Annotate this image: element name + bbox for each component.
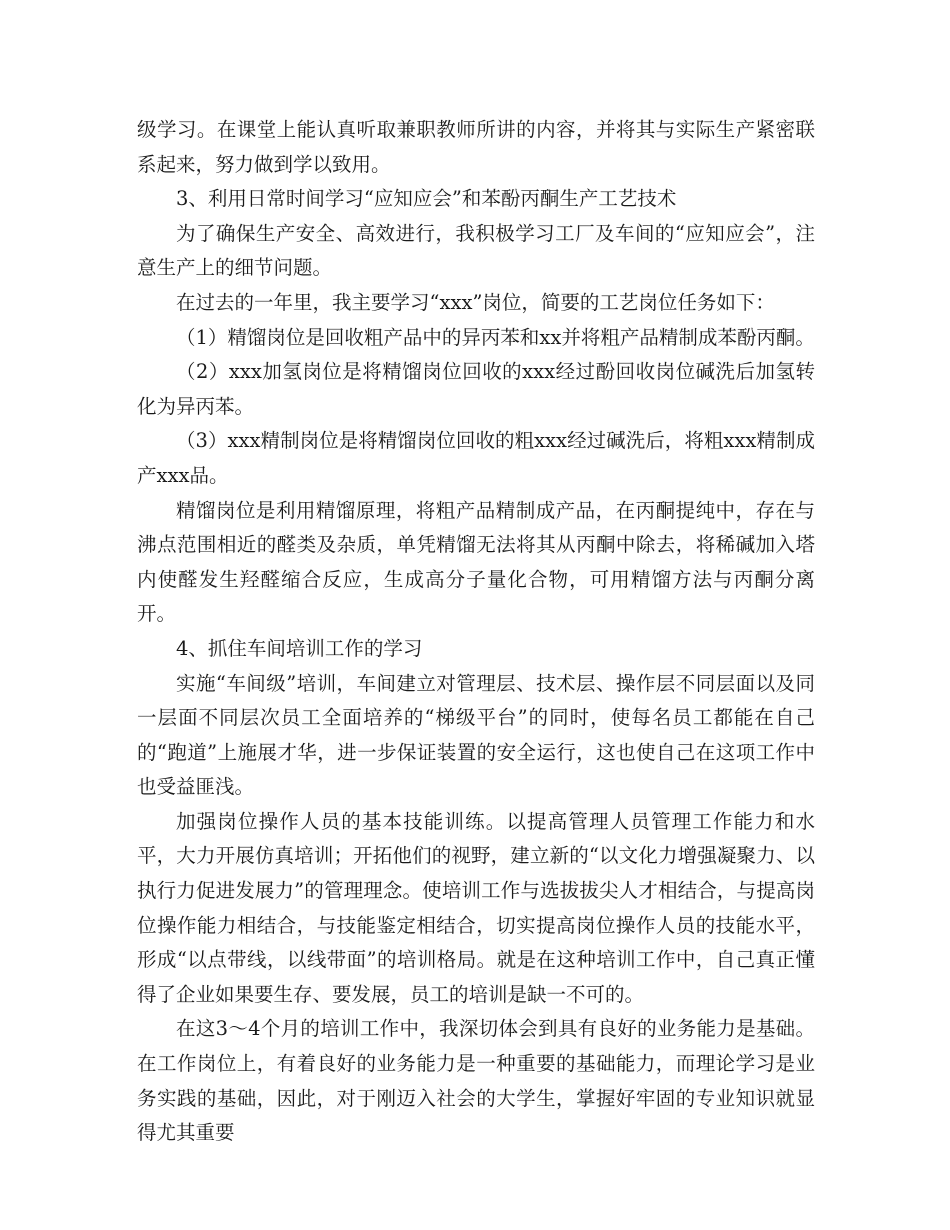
paragraph-skill-training: 加强岗位操作人员的基本技能训练。以提高管理人员管理工作能力和水平，大力开展仿真培训；开拓他们的视野，建立新的“以文化力增强凝聚力、以执行力促进发展力”的管理理念。使培训工作与选拔拔尖人才相结合，与提高岗位操作能力相结合，与技能鉴定相结合，切实提高岗位操作人员的技能水平，形成“以点带线，以线带面”的培训格局。就是在这种培训工作中，自己真正懂得了企业如果要生存、要发展，员工的培训是缺一不可的。	[137, 809, 815, 1006]
paragraph-distillation: 精馏岗位是利用精馏原理，将粗产品精制成产品，在丙酮提纯中，存在与沸点范围相近的醛类及杂质，单凭精馏无法将其从丙酮中除去，将稀碱加入塔内使醛发生羟醛缩合反应，生成高分子量化合物，可用精馏方法与丙酮分离开。	[137, 498, 815, 626]
section-heading-4: 4、抓住车间培训工作的学习	[176, 636, 423, 660]
list-item-3: （3）xxx精制岗位是将精馏岗位回收的粗xxx经过碱洗后，将粗xxx精制成产xxx品。	[137, 429, 815, 487]
section-heading-3: 3、利用日常时间学习“应知应会”和苯酚丙酮生产工艺技术	[176, 187, 677, 211]
paragraph-reflection: 在这3～4个月的培训工作中，我深切体会到具有良好的业务能力是基础。在工作岗位上，有着良好的业务能力是一种重要的基础能力，而理论学习是业务实践的基础，因此，对于刚迈入社会的大学生，掌握好牢固的专业知识就显得尤其重要	[137, 1017, 815, 1145]
paragraph-workshop-training: 实施“车间级”培训，车间建立对管理层、技术层、操作层不同层面以及同一层面不同层次员工全面培养的“梯级平台”的同时，使每名员工都能在自己的“跑道”上施展才华，进一步保证装置的安全运行，这也使自己在这项工作中也受益匪浅。	[137, 671, 815, 799]
list-item-2: （2）xxx加氢岗位是将精馏岗位回收的xxx经过酚回收岗位碱洗后加氢转化为异丙苯。	[137, 360, 815, 418]
document-body	[137, 113, 815, 1151]
paragraph-continuation: 级学习。在课堂上能认真听取兼职教师所讲的内容，并将其与实际生产紧密联系起来，努力做到学以致用。	[137, 118, 815, 176]
list-item-1: （1）精馏岗位是回收粗产品中的异丙苯和xx并将粗产品精制成苯酚丙酮。	[176, 325, 815, 349]
paragraph-safety: 为了确保生产安全、高效进行，我积极学习工厂及车间的“应知应会”，注意生产上的细节问题。	[137, 221, 815, 280]
paragraph-past-year: 在过去的一年里，我主要学习“xxx”岗位，简要的工艺岗位任务如下：	[176, 290, 775, 314]
